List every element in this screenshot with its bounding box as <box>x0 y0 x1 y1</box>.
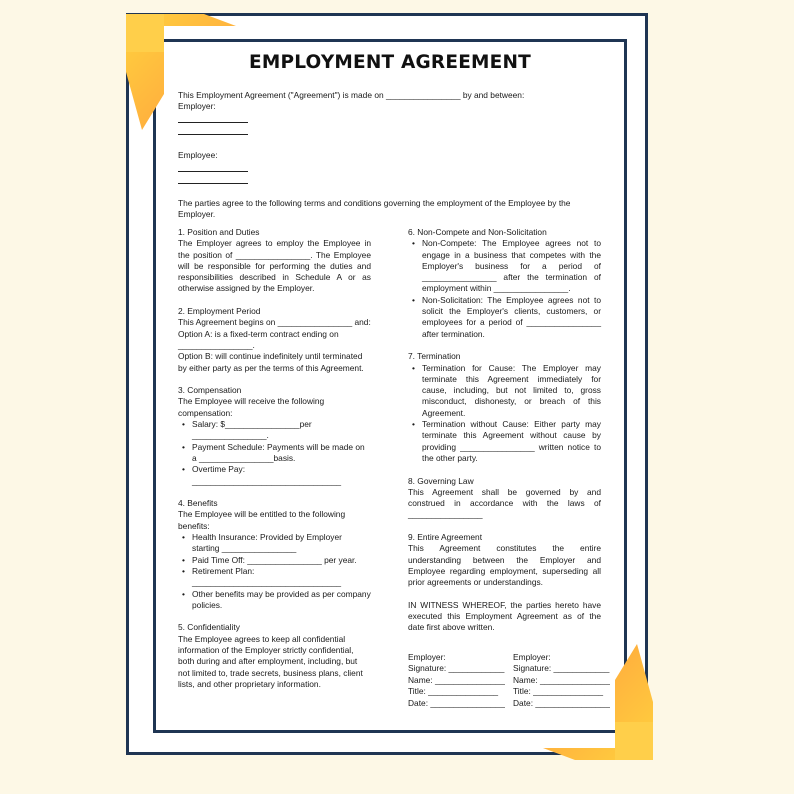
left-column <box>178 227 371 690</box>
list-item: • Salary: $________________per ________________. <box>192 419 371 442</box>
section-6-heading: 6. Non-Compete and Non-Solicitation <box>408 227 547 237</box>
witness-clause: IN WITNESS WHEREOF, the parties hereto have executed this Employment Agreement as of the date first above written. <box>408 599 601 633</box>
section-1-body: The Employer agrees to employ the Employee in the position of ________________. The Employee will be responsible for performing the duties and responsibilities described in Schedule A or as otherwise assigned by the Employer. <box>178 238 371 294</box>
section-1-heading: 1. Position and Duties <box>178 227 260 237</box>
section-2-option-b: Option B: will continue indefinitely until terminated by either party as per the terms of this Agreement. <box>178 351 364 373</box>
date-field[interactable]: Date: ________________ <box>513 697 610 708</box>
section-3-intro: The Employee will receive the following compensation: <box>178 396 325 418</box>
employer-blank-2[interactable] <box>178 134 248 135</box>
section-4-intro: The Employee will be entitled to the following benefits: <box>178 509 346 531</box>
section-5-body: The Employee agrees to keep all confidential information of the Employer strictly confidential, both during and after employment, including, but not limited to, trade secrets, business plans, client lists, and other proprietary information. <box>178 633 363 689</box>
list-item: • Health Insurance: Provided by Employer starting ________________ <box>192 532 371 555</box>
parties-text: The parties agree to the following terms and conditions governing the employment of the Employee by the Employer. <box>178 198 571 220</box>
document-title: EMPLOYMENT AGREEMENT <box>249 52 531 73</box>
section-2-option-a: Option A: is a fixed-term contract ending on ________________. <box>178 328 339 350</box>
employer-blank-1[interactable] <box>178 122 248 123</box>
section-3-heading: 3. Compensation <box>178 385 242 396</box>
section-8-heading: 8. Governing Law <box>408 475 474 486</box>
list-item: • Overtime Pay: ________________________________ <box>192 464 371 487</box>
section-9-body: This Agreement constitutes the entire understanding between the Employer and Employee regarding employment, superseding all prior agreements or understandings. <box>408 543 601 588</box>
employee-label: Employee: <box>178 150 218 160</box>
signature-party-label: Employer: <box>408 652 446 662</box>
section-2-heading: 2. Employment Period <box>178 306 261 317</box>
signature-party-label: Employer: <box>513 652 551 662</box>
list-item: • Other benefits may be provided as per company policies. <box>192 589 371 612</box>
employee-blank-1[interactable] <box>178 171 248 172</box>
signature-field[interactable]: Signature: ____________ <box>408 663 505 674</box>
name-field[interactable]: Name: _______________ <box>513 674 610 685</box>
list-item: • Termination for Cause: The Employer may terminate this Agreement immediately for cause, including, but not limited to, gross misconduct, dishonesty, or breach of this Agreement. <box>422 363 601 419</box>
intro-line: This Employment Agreement ("Agreement") is made on ________________ by and between: <box>178 90 525 100</box>
title-field[interactable]: Title: _______________ <box>513 686 604 697</box>
signature-field[interactable]: Signature: ____________ <box>513 663 610 674</box>
list-item: • Non-Compete: The Employee agrees not to engage in a business that competes with the Employer's business for a period of ________________ after the termination of employment within ________________. <box>422 238 601 294</box>
list-item: • Non-Solicitation: The Employee agrees not to solicit the Employer's clients, customers, or employees for a period of ________________ after termination. <box>422 295 601 340</box>
compensation-list <box>178 419 371 487</box>
section-9-heading: 9. Entire Agreement <box>408 532 483 543</box>
list-item: • Termination without Cause: Either party may terminate this Agreement without cause by providing ________________ written notice to the other party. <box>422 419 601 464</box>
section-2-start: This Agreement begins on ________________ and: <box>178 317 371 328</box>
title-field[interactable]: Title: _______________ <box>408 686 499 697</box>
section-4-heading: 4. Benefits <box>178 498 218 509</box>
name-field[interactable]: Name: _______________ <box>408 674 505 685</box>
list-item: • Paid Time Off: ________________ per year. <box>192 555 371 566</box>
section-7-heading: 7. Termination <box>408 351 461 362</box>
benefits-list <box>178 532 371 611</box>
right-column <box>408 227 601 634</box>
employer-label: Employer: <box>178 101 216 111</box>
list-item: • Retirement Plan: ________________________________ <box>192 566 371 589</box>
section-5-heading: 5. Confidentiality <box>178 622 240 633</box>
date-field[interactable]: Date: ________________ <box>408 697 505 708</box>
termination-list <box>408 363 601 465</box>
non-compete-list <box>408 238 601 340</box>
section-8-body: This Agreement shall be governed by and construed in accordance with the laws of ________________ <box>408 486 601 520</box>
list-item: • Payment Schedule: Payments will be made on a ________________basis. <box>192 442 371 465</box>
employee-blank-2[interactable] <box>178 183 248 184</box>
signature-block-right <box>513 652 610 709</box>
signature-block-left <box>408 652 505 709</box>
